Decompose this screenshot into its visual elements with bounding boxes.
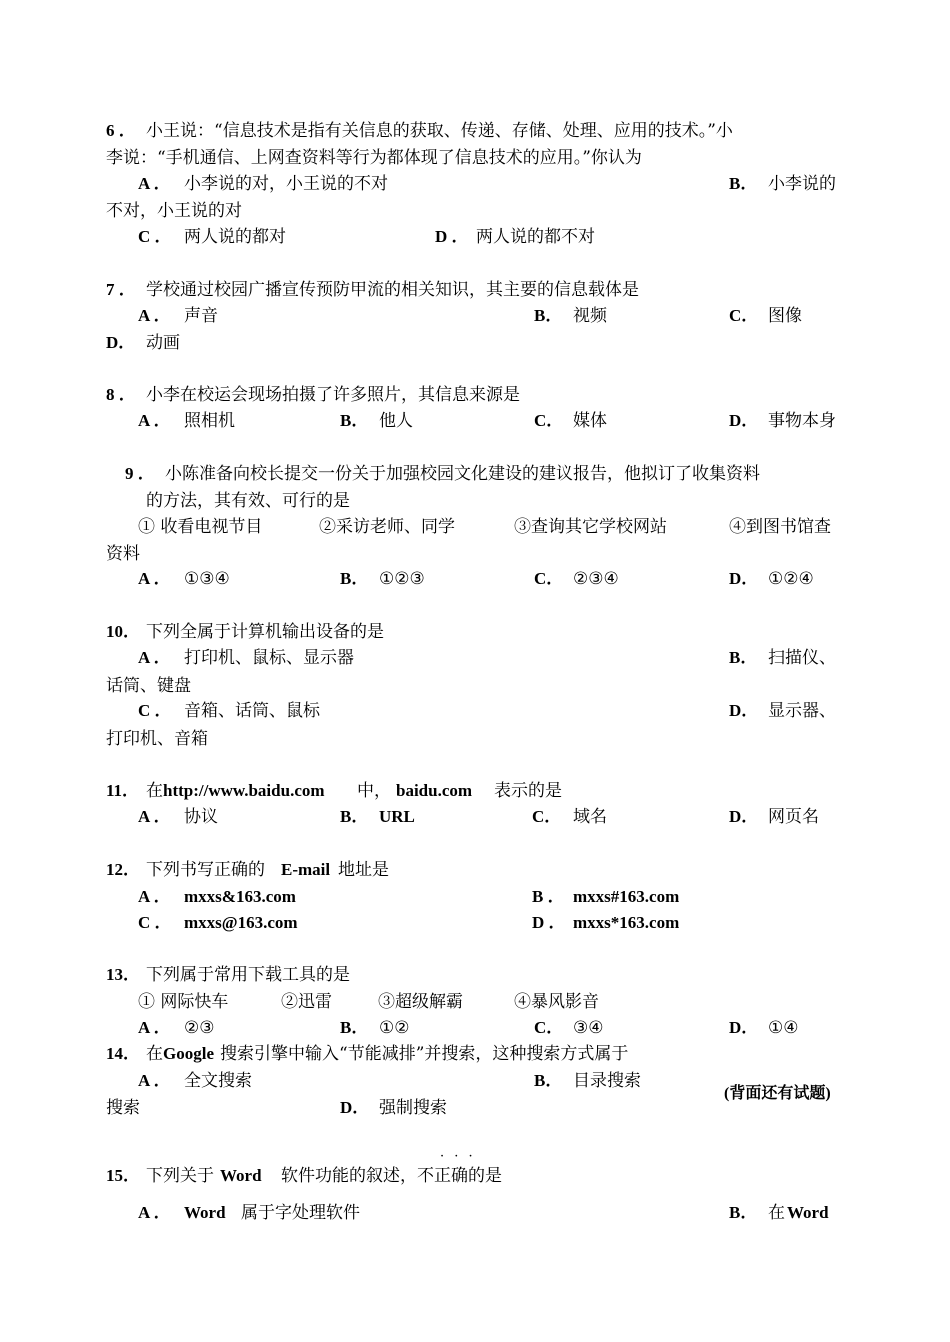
option-a-text: mxxs&163.com <box>184 887 296 906</box>
question-stem: 下列全属于计算机输出设备的是 <box>146 622 384 642</box>
choice-item-1: ① 收看电视节目 <box>138 517 263 537</box>
option-a-letter: A ． <box>138 306 171 325</box>
question-word-term: Word <box>220 1166 262 1185</box>
option-b-text-cont: 话筒、键盘 <box>106 676 191 696</box>
option-c-letter: C． <box>534 1018 564 1037</box>
option-c-text: 域名 <box>573 807 607 827</box>
question-stem-prefix: 在 <box>146 781 163 801</box>
option-a-word: Word <box>184 1203 226 1222</box>
question-number: 14． <box>106 1044 140 1063</box>
choice-item-3: ③超级解霸 <box>378 992 463 1012</box>
question-domain: baidu.com <box>396 781 473 800</box>
option-c-text-cont: 搜索 <box>106 1098 140 1118</box>
option-b-letter: B． <box>340 807 369 826</box>
option-a-letter: A ． <box>138 1071 171 1090</box>
option-a-letter: A ． <box>138 887 171 906</box>
back-page-note: (背面还有试题) <box>724 1085 831 1102</box>
option-a-text: 照相机 <box>184 411 235 431</box>
option-d-letter: D． <box>729 411 759 430</box>
option-d-letter: D． <box>729 701 759 720</box>
option-a-text: 属于字处理软件 <box>241 1203 360 1223</box>
choice-item-1: ① 网际快车 <box>138 992 229 1012</box>
option-a-text: 声音 <box>184 306 218 326</box>
option-a-text: 打印机、鼠标、显示器 <box>184 648 354 668</box>
option-d-letter: D． <box>106 333 136 352</box>
choice-item-4: ④暴风影音 <box>514 992 599 1012</box>
option-d-letter: D． <box>340 1098 370 1117</box>
option-d-letter: D． <box>729 569 759 588</box>
option-b-letter: B． <box>534 1071 563 1090</box>
option-b-text: ①② <box>379 1018 410 1038</box>
question-stem-suffix: 表示的是 <box>494 781 562 801</box>
option-b-letter: B． <box>340 569 369 588</box>
option-c-letter: C． <box>729 306 759 325</box>
option-c-letter: C． <box>532 807 562 826</box>
question-stem: 小陈准备向校长提交一份关于加强校园文化建设的建议报告，他拟订了收集资料 <box>165 464 760 484</box>
option-d-text: 显示器、 <box>768 701 836 721</box>
question-number: 9 ． <box>125 464 155 483</box>
option-a-letter: A ． <box>138 648 171 667</box>
option-a-letter: A ． <box>138 1018 171 1037</box>
question-number: 15． <box>106 1166 140 1185</box>
option-c-letter: C ． <box>138 913 172 932</box>
choice-item-4: ④到图书馆查 <box>729 517 831 537</box>
option-a-text: ①③④ <box>184 569 230 589</box>
option-b-letter: B． <box>340 411 369 430</box>
option-c-text: 两人说的都对 <box>184 227 286 247</box>
option-c-text: 音箱、话筒、鼠标 <box>184 701 320 721</box>
option-b-text: 目录搜索 <box>573 1071 641 1091</box>
option-c-letter: C． <box>534 569 564 588</box>
option-d-text: 强制搜索 <box>379 1098 447 1118</box>
question-stem-mid: 中， <box>357 781 391 801</box>
option-b-text: 扫描仪、 <box>768 648 836 668</box>
option-c-text: 图像 <box>768 306 802 326</box>
option-d-letter: D ． <box>435 227 469 246</box>
question-stem-prefix: 下列书写正确的 <box>146 860 265 880</box>
option-b-text: URL <box>379 807 415 826</box>
option-b-letter: B． <box>534 306 563 325</box>
choice-item-2: ②迅雷 <box>281 992 332 1012</box>
option-d-text: ①④ <box>768 1018 799 1038</box>
question-stem-cont: 李说：“手机通信、上网查资料等行为都体现了信息技术的应用。”你认为 <box>106 148 642 168</box>
option-a-text: 小李说的对，小王说的不对 <box>184 174 388 194</box>
option-b-text: 视频 <box>573 306 607 326</box>
question-url: http://www.baidu.com <box>163 781 325 800</box>
question-stem-suffix: 地址是 <box>338 860 389 880</box>
option-c-text: ③④ <box>573 1018 604 1038</box>
question-stem-prefix: 在 <box>146 1044 163 1064</box>
option-a-letter: A ． <box>138 569 171 588</box>
option-a-letter: A ． <box>138 174 171 193</box>
option-b-letter: B． <box>729 174 758 193</box>
option-d-text: 网页名 <box>768 807 819 827</box>
option-a-letter: A ． <box>138 411 171 430</box>
option-d-letter: D ． <box>532 913 566 932</box>
option-b-letter: B． <box>340 1018 369 1037</box>
option-d-text-cont: 打印机、音箱 <box>106 729 208 749</box>
option-b-text: mxxs#163.com <box>573 887 680 906</box>
option-c-text: mxxs@163.com <box>184 913 298 932</box>
option-b-letter: B． <box>729 1203 758 1222</box>
question-stem: 下列属于常用下载工具的是 <box>146 965 350 985</box>
option-b-text-cont: 不对，小王说的对 <box>106 201 242 221</box>
option-d-text: 两人说的都不对 <box>476 227 595 247</box>
option-a-text: ②③ <box>184 1018 215 1038</box>
option-c-text: 媒体 <box>573 411 607 431</box>
question-number: 11． <box>106 781 140 800</box>
question-stem: 学校通过校园广播宣传预防甲流的相关知识，其主要的信息载体是 <box>146 280 639 300</box>
option-b-text: ①②③ <box>379 569 425 589</box>
option-a-text: 协议 <box>184 807 218 827</box>
question-stem-cont: 的方法，其有效、可行的是 <box>146 491 350 511</box>
question-number: 10． <box>106 622 140 641</box>
option-d-text: 动画 <box>146 333 180 353</box>
option-b-text: 在 <box>768 1203 785 1223</box>
choice-item-3: ③查询其它学校网站 <box>514 517 667 537</box>
option-c-letter: C ． <box>138 227 172 246</box>
option-d-text: mxxs*163.com <box>573 913 680 932</box>
option-c-letter: C． <box>534 411 564 430</box>
option-d-letter: D． <box>729 1018 759 1037</box>
question-stem: 小王说：“信息技术是指有关信息的获取、传递、存储、处理、应用的技术。”小 <box>146 121 733 141</box>
option-a-letter: A ． <box>138 807 171 826</box>
option-b-text: 他人 <box>379 411 413 431</box>
option-d-text: ①②④ <box>768 569 814 589</box>
option-b-text: 小李说的 <box>768 174 836 194</box>
option-c-text: ②③④ <box>573 569 619 589</box>
question-number: 6 ． <box>106 121 136 140</box>
option-b-letter: B ． <box>532 887 565 906</box>
question-number: 12． <box>106 860 140 879</box>
option-a-letter: A ． <box>138 1203 171 1222</box>
question-stem: 小李在校运会现场拍摄了许多照片，其信息来源是 <box>146 385 520 405</box>
choice-item-4-cont: 资料 <box>106 544 140 564</box>
question-number: 7 ． <box>106 280 136 299</box>
question-google-term: Google <box>163 1044 214 1063</box>
question-email-term: E-mail <box>281 860 331 879</box>
option-a-text: 全文搜索 <box>184 1071 252 1091</box>
option-b-letter: B． <box>729 648 758 667</box>
option-c-letter: C ． <box>138 701 172 720</box>
option-b-word: Word <box>787 1203 829 1222</box>
choice-item-2: ②采访老师、同学 <box>319 517 455 537</box>
emphasis-dots: · · · <box>440 1149 476 1164</box>
question-number: 8 ． <box>106 385 136 404</box>
option-d-letter: D． <box>729 807 759 826</box>
question-number: 13． <box>106 965 140 984</box>
option-d-text: 事物本身 <box>768 411 836 431</box>
question-stem-prefix: 下列关于 <box>146 1166 214 1186</box>
question-stem-suffix: 软件功能的叙述，不正确的是 <box>281 1166 502 1186</box>
question-stem-suffix: 搜索引擎中输入“节能减排”并搜索，这种搜索方式属于 <box>220 1044 629 1064</box>
